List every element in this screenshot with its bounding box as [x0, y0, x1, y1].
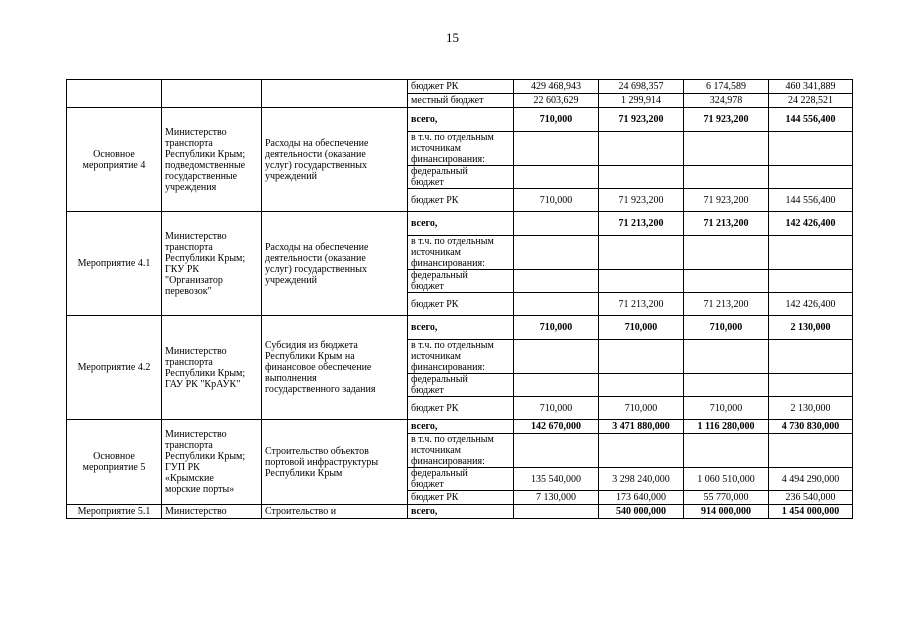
funding-source-cell: в т.ч. по отдельным источникам финансирования: — [408, 132, 514, 166]
value-cell: 914 000,000 — [684, 505, 769, 519]
page-number: 15 — [446, 30, 459, 45]
value-cell — [514, 293, 599, 316]
value-cell: 1 454 000,000 — [769, 505, 853, 519]
executor-cell: Министерство — [162, 505, 262, 519]
value-cell — [514, 505, 599, 519]
value-cell — [684, 132, 769, 166]
funding-source-cell: всего, — [408, 420, 514, 434]
funding-source-cell: всего, — [408, 108, 514, 132]
value-cell: 142 426,400 — [769, 212, 853, 236]
value-cell: 71 213,200 — [684, 293, 769, 316]
event-name-cell: Мероприятие 5.1 — [67, 505, 162, 519]
executor-cell: Министерство транспорта Республики Крым; ГАУ РК "КрАУК" — [162, 316, 262, 420]
value-cell — [599, 236, 684, 270]
value-cell: 7 130,000 — [514, 491, 599, 505]
event-name-cell: Мероприятие 4.1 — [67, 212, 162, 316]
funding-source-cell: бюджет РК — [408, 293, 514, 316]
description-cell: Субсидия из бюджета Республики Крым на финансовое обеспечение выполнения государственного задания — [262, 316, 408, 420]
value-cell: 144 556,400 — [769, 108, 853, 132]
funding-source-cell: местный бюджет — [408, 94, 514, 108]
value-cell: 4 494 290,000 — [769, 468, 853, 491]
value-cell — [769, 374, 853, 397]
event-name-cell: Мероприятие 4.2 — [67, 316, 162, 420]
description-cell — [262, 80, 408, 108]
funding-source-cell: федеральный бюджет — [408, 270, 514, 293]
value-cell: 144 556,400 — [769, 189, 853, 212]
value-cell: 710,000 — [514, 189, 599, 212]
funding-source-cell: бюджет РК — [408, 491, 514, 505]
value-cell — [514, 270, 599, 293]
funding-source-cell: в т.ч. по отдельным источникам финансирования: — [408, 340, 514, 374]
value-cell: 2 130,000 — [769, 316, 853, 340]
event-name-cell — [67, 80, 162, 108]
table-row — [67, 80, 853, 94]
value-cell — [514, 166, 599, 189]
description-cell: Строительство и — [262, 505, 408, 519]
value-cell — [769, 340, 853, 374]
value-cell — [514, 434, 599, 468]
value-cell: 3 298 240,000 — [599, 468, 684, 491]
value-cell — [684, 166, 769, 189]
value-cell — [769, 270, 853, 293]
value-cell: 710,000 — [599, 316, 684, 340]
value-cell: 710,000 — [514, 108, 599, 132]
funding-source-cell: всего, — [408, 505, 514, 519]
funding-source-cell: бюджет РК — [408, 189, 514, 212]
executor-cell: Министерство транспорта Республики Крым; подведомственные государственные учреждения — [162, 108, 262, 212]
value-cell: 71 213,200 — [684, 212, 769, 236]
value-cell — [514, 340, 599, 374]
value-cell — [769, 434, 853, 468]
value-cell: 135 540,000 — [514, 468, 599, 491]
executor-cell: Министерство транспорта Республики Крым; ГУП РК «Крымские морские порты» — [162, 420, 262, 505]
value-cell: 460 341,889 — [769, 80, 853, 94]
table-row — [67, 505, 853, 519]
value-cell — [599, 434, 684, 468]
value-cell: 710,000 — [684, 316, 769, 340]
table-row — [67, 108, 853, 132]
table-row — [67, 212, 853, 236]
value-cell: 71 923,200 — [684, 108, 769, 132]
value-cell: 2 130,000 — [769, 397, 853, 420]
funding-source-cell: всего, — [408, 316, 514, 340]
value-cell — [769, 236, 853, 270]
value-cell: 324,978 — [684, 94, 769, 108]
value-cell: 3 471 880,000 — [599, 420, 684, 434]
value-cell: 24 698,357 — [599, 80, 684, 94]
value-cell: 710,000 — [684, 397, 769, 420]
funding-source-cell: в т.ч. по отдельным источникам финансирования: — [408, 236, 514, 270]
value-cell: 710,000 — [514, 316, 599, 340]
value-cell: 1 299,914 — [599, 94, 684, 108]
value-cell: 142 426,400 — [769, 293, 853, 316]
table-row — [67, 316, 853, 340]
value-cell: 1 116 280,000 — [684, 420, 769, 434]
description-cell: Расходы на обеспечение деятельности (оказание услуг) государственных учреждений — [262, 212, 408, 316]
value-cell: 22 603,629 — [514, 94, 599, 108]
funding-source-cell: федеральный бюджет — [408, 468, 514, 491]
value-cell: 540 000,000 — [599, 505, 684, 519]
funding-source-cell: в т.ч. по отдельным источникам финансирования: — [408, 434, 514, 468]
funding-source-cell: федеральный бюджет — [408, 374, 514, 397]
table-row — [67, 420, 853, 434]
funding-source-cell: всего, — [408, 212, 514, 236]
value-cell: 71 923,200 — [599, 108, 684, 132]
value-cell: 1 060 510,000 — [684, 468, 769, 491]
value-cell: 71 923,200 — [684, 189, 769, 212]
value-cell: 710,000 — [514, 397, 599, 420]
funding-source-cell: бюджет РК — [408, 397, 514, 420]
value-cell: 236 540,000 — [769, 491, 853, 505]
funding-source-cell: федеральный бюджет — [408, 166, 514, 189]
value-cell — [514, 236, 599, 270]
value-cell — [514, 132, 599, 166]
value-cell: 71 213,200 — [599, 212, 684, 236]
value-cell — [514, 374, 599, 397]
value-cell — [599, 166, 684, 189]
value-cell: 71 923,200 — [599, 189, 684, 212]
value-cell — [684, 270, 769, 293]
value-cell: 429 468,943 — [514, 80, 599, 94]
description-cell: Расходы на обеспечение деятельности (оказание услуг) государственных учреждений — [262, 108, 408, 212]
value-cell — [769, 166, 853, 189]
value-cell: 24 228,521 — [769, 94, 853, 108]
value-cell — [599, 374, 684, 397]
executor-cell: Министерство транспорта Республики Крым; ГКУ РК "Организатор перевозок" — [162, 212, 262, 316]
value-cell: 71 213,200 — [599, 293, 684, 316]
value-cell: 710,000 — [599, 397, 684, 420]
value-cell: 55 770,000 — [684, 491, 769, 505]
value-cell: 173 640,000 — [599, 491, 684, 505]
value-cell — [514, 212, 599, 236]
value-cell — [599, 340, 684, 374]
value-cell: 4 730 830,000 — [769, 420, 853, 434]
funding-source-cell: бюджет РК — [408, 80, 514, 94]
value-cell — [684, 374, 769, 397]
event-name-cell: Основное мероприятие 4 — [67, 108, 162, 212]
value-cell — [684, 434, 769, 468]
description-cell: Строительство объектов портовой инфраструктуры Республики Крым — [262, 420, 408, 505]
value-cell — [599, 270, 684, 293]
value-cell — [684, 340, 769, 374]
budget-table — [66, 79, 853, 519]
event-name-cell: Основное мероприятие 5 — [67, 420, 162, 505]
value-cell — [684, 236, 769, 270]
value-cell — [769, 132, 853, 166]
value-cell — [599, 132, 684, 166]
executor-cell — [162, 80, 262, 108]
value-cell: 6 174,589 — [684, 80, 769, 94]
value-cell: 142 670,000 — [514, 420, 599, 434]
